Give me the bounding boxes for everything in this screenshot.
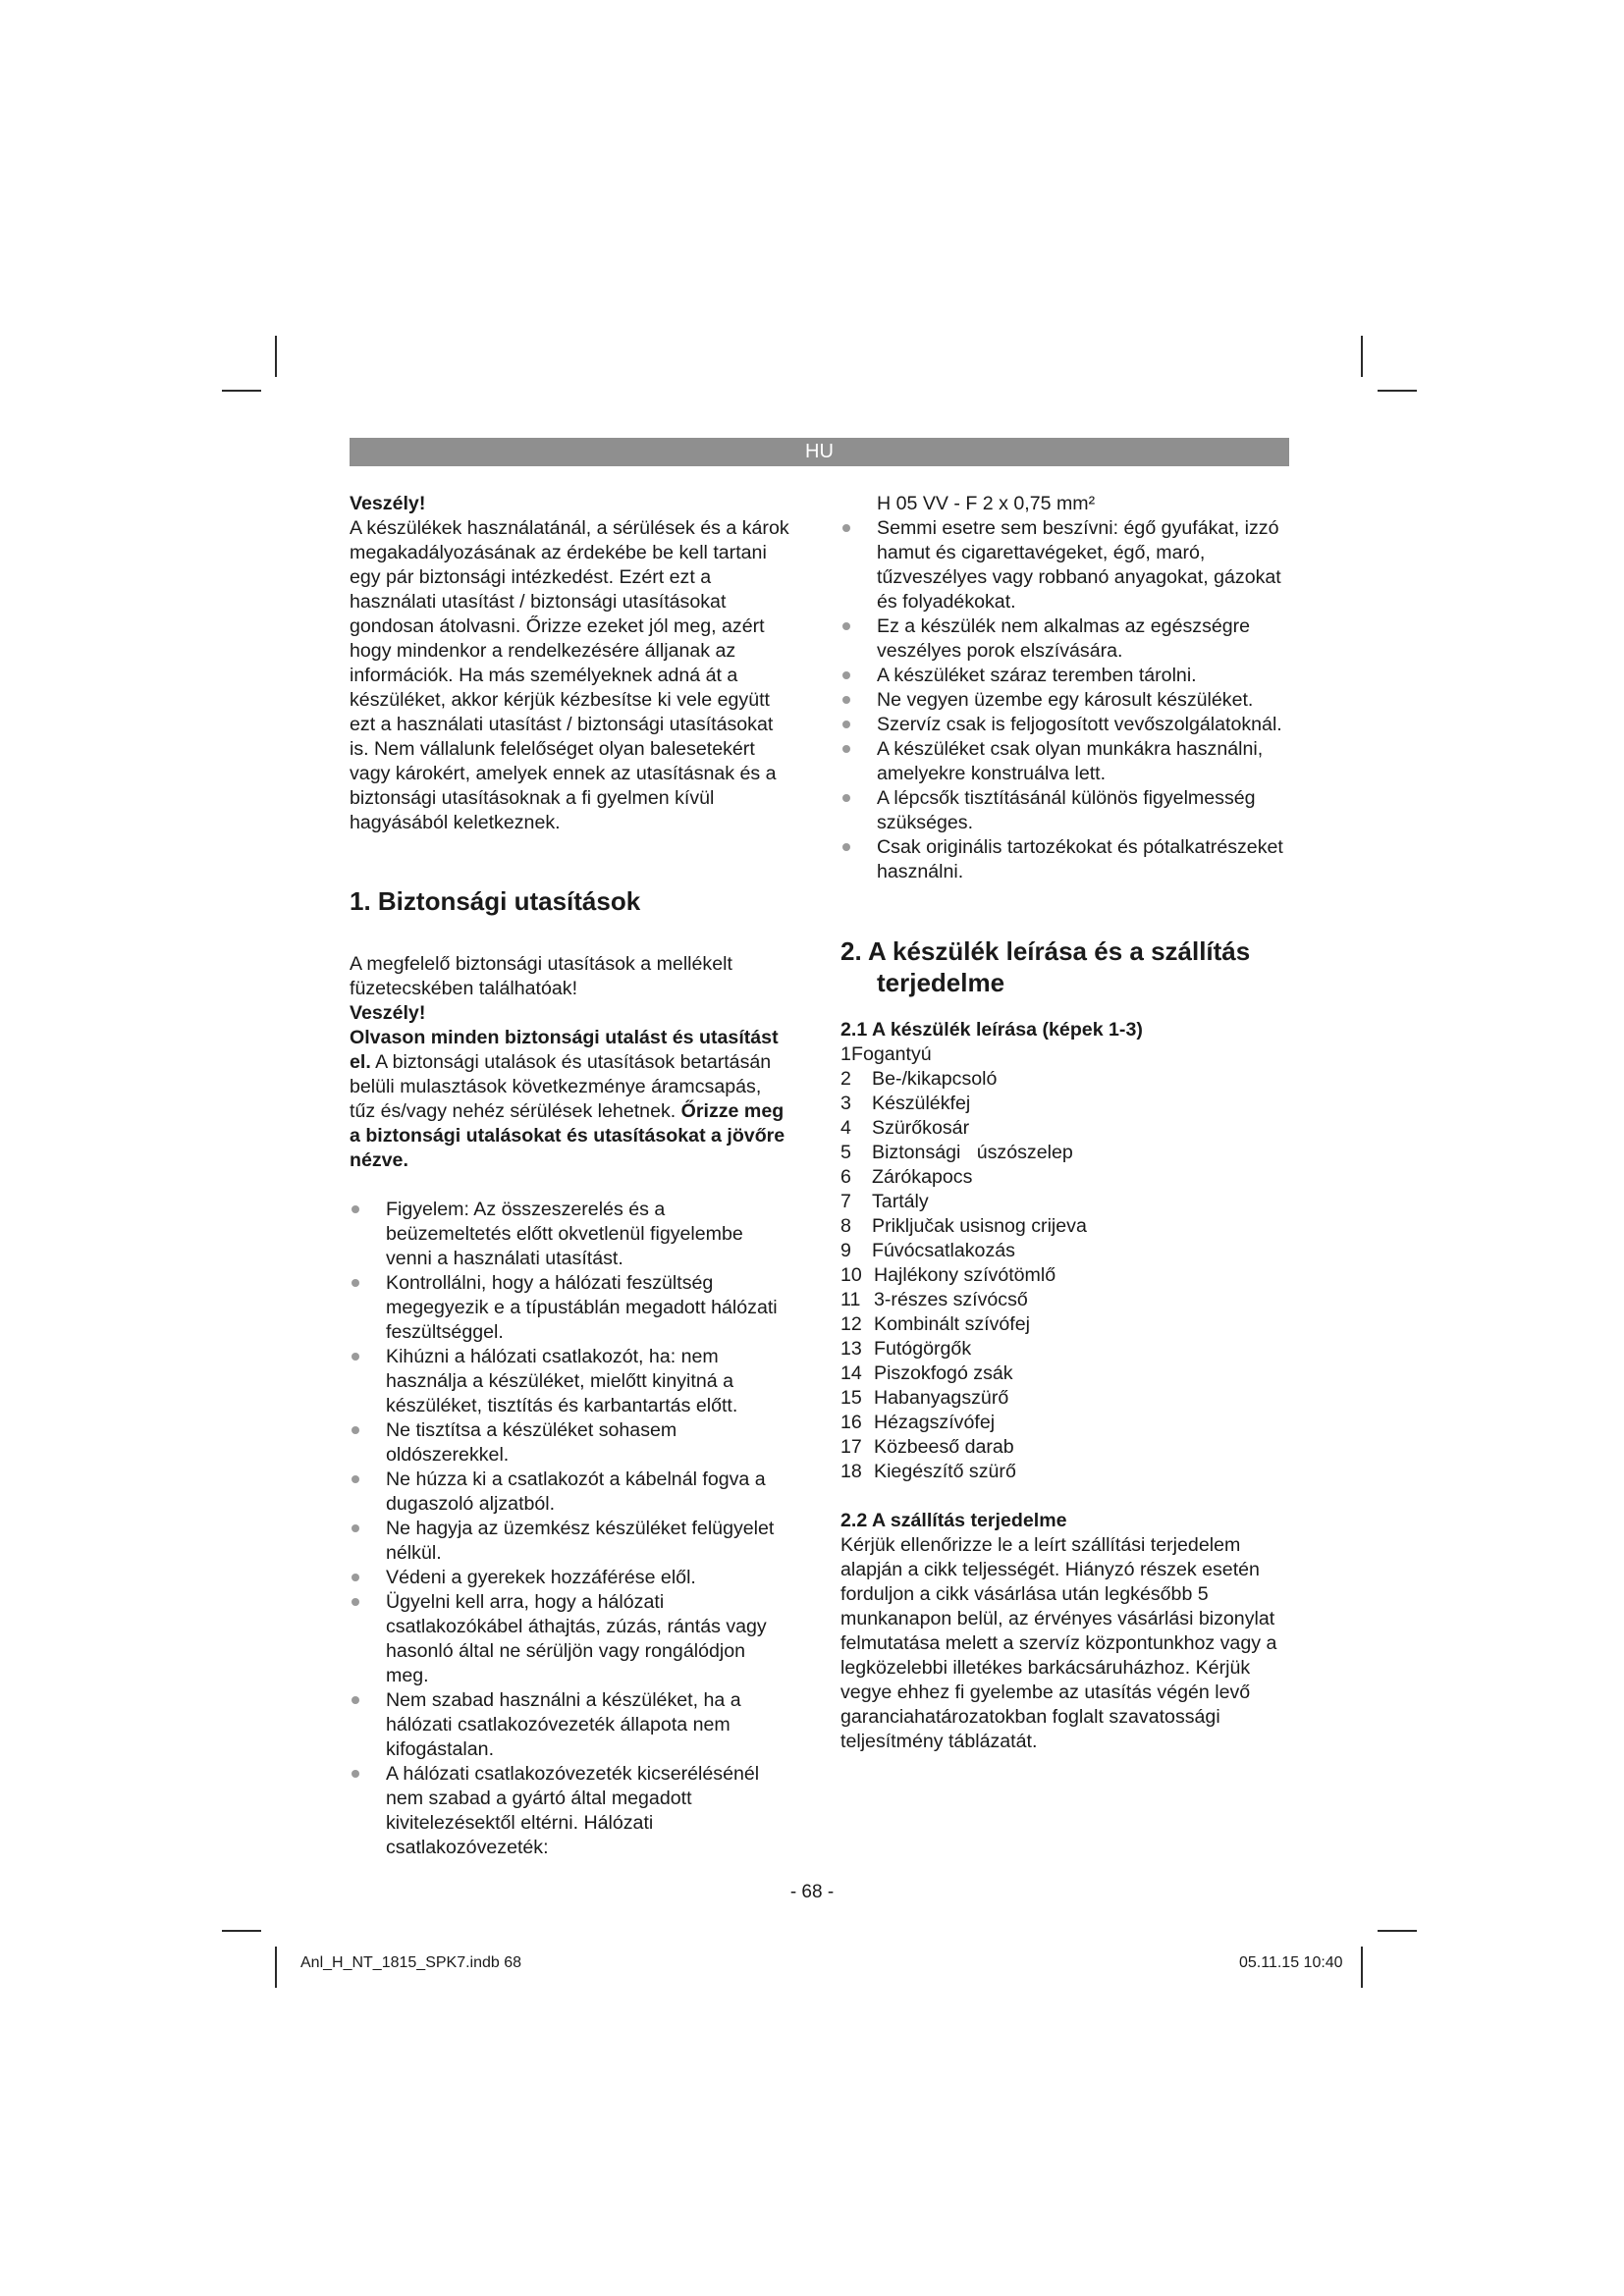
list-item	[840, 1435, 1292, 1460]
warning-bold-2: Őrizze meg a biztonsági utalásokat és utasításokat a jövőre nézve.	[350, 1100, 785, 1171]
part-number: 6	[840, 1166, 851, 1188]
list-item	[840, 1092, 1292, 1116]
crop-mark-top-right-h	[1378, 390, 1417, 392]
list-item	[840, 1067, 1292, 1092]
warning-text: A biztonsági utalások és utasítások betartásán belüli mulasztások következménye áramcsapás, tűz és/vagy nehéz sérülések lehetnek.	[350, 1051, 772, 1122]
list-item	[840, 1214, 1292, 1239]
part-label: Futógörgők	[874, 1338, 972, 1360]
list-item	[840, 1362, 1292, 1386]
section2-title-line1: 2. A készülék leírása és a szállítás	[840, 936, 1251, 966]
crop-mark-top-left-h	[222, 390, 261, 392]
crop-mark-bottom-left-h	[222, 1930, 261, 1932]
part-label: Zárókapocs	[872, 1166, 973, 1188]
list-item: A lépcsők tisztításánál különös figyelmesség szükséges.	[840, 786, 1292, 835]
intro-text: A készülékek használatánál, a sérülések és a károk megakadályozásának az érdekébe be kell tartani egy pár biztonsági intézkedést. Ezért ezt a használati utasítást / biztonsági utasításokat gondosan átolvasni. Őrizze ezeket jól meg, azért hogy mindenkor a rendelkezésére álljanak az információk. Ha más személyeknek adná át a készüléket, akkor kérjük kézbesítse ki vele együtt ezt a használati utasítást / biztonsági utasításokat is. Nem vállalunk felelőséget olyan balesetekért vagy károkért, amelyek ennek az utasításnak és a biztonsági utasításoknak a fi gyelmen kívül hagyásából keletkeznek.	[350, 517, 789, 833]
list-item	[840, 1190, 1292, 1214]
part-number: 12	[840, 1313, 862, 1335]
subsection-2-2-title: 2.2 A szállítás terjedelme	[840, 1510, 1067, 1531]
warning-bold: Olvason minden biztonsági utalást és utasítást el.	[350, 1027, 779, 1073]
list-item	[840, 1263, 1292, 1288]
list-item: Ne vegyen üzembe egy károsult készüléket.	[840, 688, 1292, 713]
part-label: Készülékfej	[872, 1093, 971, 1114]
list-item	[840, 1460, 1292, 1484]
part-label: Fogantyú	[851, 1043, 932, 1065]
part-number: 1	[840, 1043, 851, 1065]
list-item: Szervíz csak is feljogosított vevőszolgálatoknál.	[840, 713, 1292, 737]
section1-warning	[350, 1026, 791, 1173]
crop-mark-bottom-right-h	[1378, 1930, 1417, 1932]
part-number: 5	[840, 1142, 851, 1163]
section1-title: 1. Biztonsági utasítások	[350, 886, 641, 916]
delivery-text: Kérjük ellenőrizze le a leírt szállítási terjedelem alapján a cikk teljességét. Hiányzó részek esetén forduljon a cikk vásárlása után legkésőbb 5 munkanapon belül, az érvényes vásárlási bizonylat felmutatása melett a szervíz központunkhoz vagy a legközelebbi illetékes barkácsáruházhoz. Kérjük vegye ehhez fi gyelembe az utasítás végén levő garanciahatározatokban foglalt szavatossági teljesítmény táblázatát.	[840, 1534, 1277, 1752]
safety-list-right	[840, 516, 1292, 884]
list-item	[840, 1411, 1292, 1435]
list-item: Kontrollálni, hogy a hálózati feszültség megegyezik e a típustáblán megadott hálózati feszültséggel.	[350, 1271, 791, 1345]
list-item: Ne húzza ki a csatlakozót a kábelnál fogva a dugaszoló aljzatból.	[350, 1468, 791, 1517]
list-item: Ne hagyja az üzemkész készüléket felügyelet nélkül.	[350, 1517, 791, 1566]
part-number: 3	[840, 1093, 851, 1114]
list-item: Ügyelni kell arra, hogy a hálózati csatlakozókábel áthajtás, zúzás, rántás vagy hasonló által ne sérüljön vagy rongálódjon meg.	[350, 1590, 791, 1688]
list-item	[840, 1239, 1292, 1263]
part-label: Priključak usisnog crijeva	[872, 1215, 1087, 1237]
list-item	[840, 1165, 1292, 1190]
part-label: Habanyagszürő	[874, 1387, 1009, 1409]
right-column	[840, 492, 1292, 1754]
part-number: 7	[840, 1191, 851, 1212]
list-item: A hálózati csatlakozóvezeték kicserélésénél nem szabad a gyártó által megadott kivitelezésektől eltérni. Hálózati csatlakozóvezeték:	[350, 1762, 791, 1860]
intro-heading: Veszély!	[350, 493, 426, 514]
list-item	[840, 1386, 1292, 1411]
crop-mark-bottom-left-v	[275, 1947, 277, 1988]
language-header-bar	[350, 438, 1289, 466]
part-label: 3-részes szívócső	[874, 1289, 1028, 1310]
page-number: - 68 -	[789, 1882, 835, 1902]
list-item: Semmi esetre sem beszívni: égő gyufákat, izzó hamut és cigarettavégeket, égő, maró, tűzveszélyes vagy robbanó anyagokat, gázokat és folyadékokat.	[840, 516, 1292, 614]
part-label: Be-/kikapcsoló	[872, 1068, 998, 1090]
print-slug-file: Anl_H_NT_1815_SPK7.indb 68	[300, 1954, 522, 1971]
part-label: Szürőkosár	[872, 1117, 970, 1139]
list-item	[840, 1116, 1292, 1141]
part-number: 4	[840, 1117, 851, 1139]
list-item	[840, 1042, 1292, 1067]
list-item: Ne tisztítsa a készüléket sohasem oldószerekkel.	[350, 1418, 791, 1468]
section1-lead: A megfelelő biztonsági utasítások a mellékelt füzetecskében találhatóak!	[350, 953, 732, 999]
part-number: 13	[840, 1338, 862, 1360]
subsection-2-1-title: 2.1 A készülék leírása (képek 1-3)	[840, 1019, 1143, 1041]
list-item: A készüléket csak olyan munkákra használni, amelyekre konstruálva lett.	[840, 737, 1292, 786]
part-label: Közbeeső darab	[874, 1436, 1014, 1458]
section1-danger: Veszély!	[350, 1002, 426, 1024]
part-number: 10	[840, 1264, 862, 1286]
list-item: Ez a készülék nem alkalmas az egészségre veszélyes porok elszívására.	[840, 614, 1292, 664]
part-number: 17	[840, 1436, 862, 1458]
crop-mark-top-right-v	[1361, 336, 1363, 377]
part-label: Kiegészítő szürő	[874, 1461, 1016, 1482]
list-item: Kihúzni a hálózati csatlakozót, ha: nem használja a készüléket, mielőtt kinyitná a készüléket, tisztítás és karbantartás előtt.	[350, 1345, 791, 1418]
part-number: 15	[840, 1387, 862, 1409]
list-item: Nem szabad használni a készüléket, ha a hálózati csatlakozóvezeték állapota nem kifogástalan.	[350, 1688, 791, 1762]
part-number: 9	[840, 1240, 851, 1261]
list-item	[840, 1337, 1292, 1362]
part-number: 11	[840, 1289, 861, 1310]
part-label: Fúvócsatlakozás	[872, 1240, 1015, 1261]
list-item: Figyelem: Az összeszerelés és a beüzemeltetés előtt okvetlenül figyelembe venni a használati utasítást.	[350, 1198, 791, 1271]
part-number: 14	[840, 1362, 862, 1384]
part-number: 8	[840, 1215, 851, 1237]
part-label: Hajlékony szívótömlő	[874, 1264, 1056, 1286]
list-item	[840, 1312, 1292, 1337]
print-slug-date: 05.11.15 10:40	[1239, 1954, 1343, 1971]
crop-mark-top-left-v	[275, 336, 277, 377]
part-label: Hézagszívófej	[874, 1412, 996, 1433]
list-item: A készüléket száraz teremben tárolni.	[840, 664, 1292, 688]
part-number: 18	[840, 1461, 862, 1482]
section2-title-line2: terjedelme	[877, 968, 1005, 997]
part-label: Piszokfogó zsák	[874, 1362, 1013, 1384]
part-label: Kombinált szívófej	[874, 1313, 1030, 1335]
part-label: Tartály	[872, 1191, 929, 1212]
safety-list-left	[350, 1198, 791, 1860]
left-column	[350, 492, 791, 1860]
list-item: Csak originális tartozékokat és pótalkatrészeket használni.	[840, 835, 1292, 884]
part-number: 2	[840, 1068, 851, 1090]
part-label: Biztonsági úszószelep	[872, 1142, 1073, 1163]
list-item	[840, 1288, 1292, 1312]
language-label: HU	[805, 441, 834, 462]
parts-list	[840, 1042, 1292, 1484]
cable-spec: H 05 VV - F 2 x 0,75 mm²	[877, 493, 1096, 514]
list-item: Védeni a gyerekek hozzáférése elől.	[350, 1566, 791, 1590]
crop-mark-bottom-right-v	[1361, 1947, 1363, 1988]
part-number: 16	[840, 1412, 862, 1433]
list-item	[840, 1141, 1292, 1165]
